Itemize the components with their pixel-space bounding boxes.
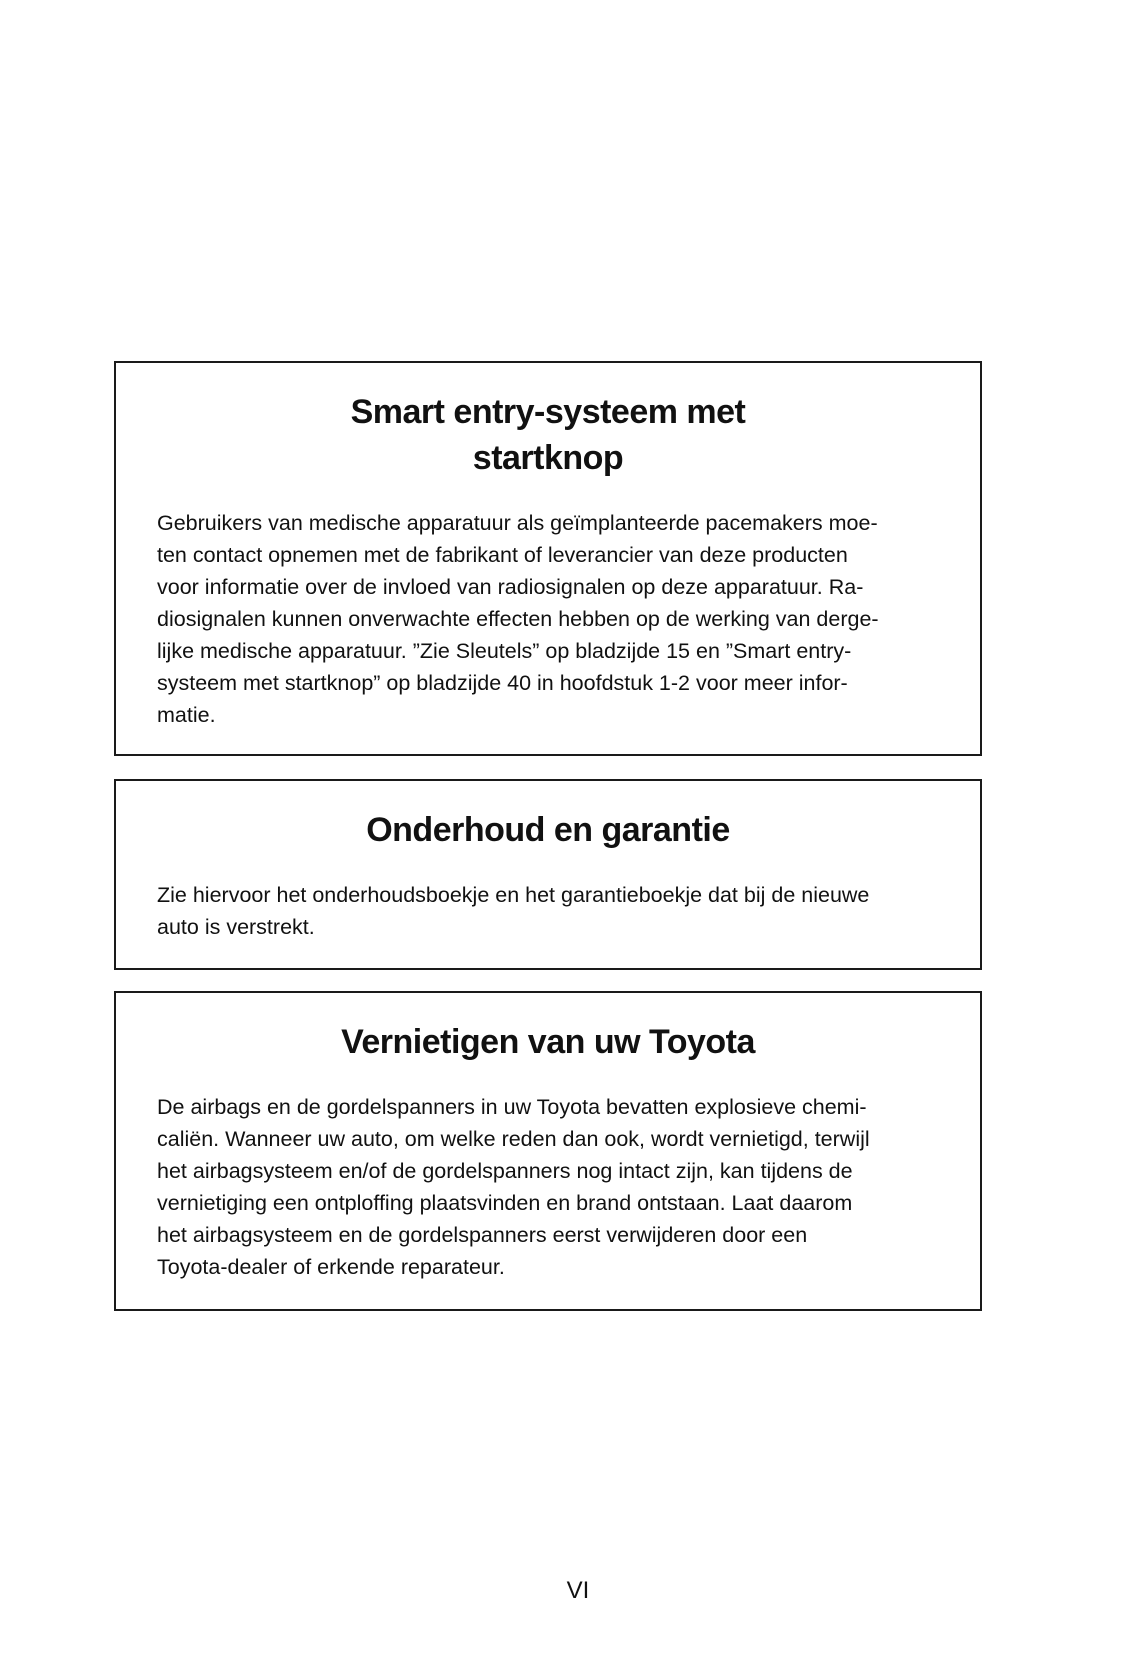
body-line: lijke medische apparatuur. ”Zie Sleutels” op bladzijde 15 en ”Smart entry- — [157, 639, 852, 663]
body-line: het airbagsysteem en de gordelspanners eerst verwijderen door een — [157, 1223, 808, 1247]
section-body — [116, 879, 980, 943]
body-line: caliën. Wanneer uw auto, om welke reden dan ook, wordt vernietigd, terwijl — [157, 1127, 870, 1151]
body-line: systeem met startknop” op bladzijde 40 in hoofdstuk 1-2 voor meer infor- — [157, 671, 848, 695]
title-line: startknop — [472, 439, 624, 477]
section-title — [116, 389, 980, 481]
section-onderhoud-garantie — [114, 779, 982, 970]
section-title — [116, 807, 980, 853]
body-line: matie. — [157, 703, 216, 727]
section-title — [116, 1019, 980, 1065]
body-line: Gebruikers van medische apparatuur als geïmplanteerde pacemakers moe- — [157, 511, 878, 535]
body-line: De airbags en de gordelspanners in uw Toyota bevatten explosieve chemi- — [157, 1095, 867, 1119]
body-line: vernietiging een ontploffing plaatsvinden en brand ontstaan. Laat daarom — [157, 1191, 853, 1215]
body-line: voor informatie over de invloed van radiosignalen op deze apparatuur. Ra- — [157, 575, 864, 599]
body-line: auto is verstrekt. — [157, 915, 315, 939]
body-line: ten contact opnemen met de fabrikant of leverancier van deze producten — [157, 543, 848, 567]
title-line: Vernietigen van uw Toyota — [341, 1023, 755, 1061]
body-line: diosignalen kunnen onverwachte effecten hebben op de werking van derge- — [157, 607, 879, 631]
section-vernietigen-toyota — [114, 991, 982, 1311]
body-line: Toyota-dealer of erkende reparateur. — [157, 1255, 505, 1279]
section-smart-entry — [114, 361, 982, 756]
body-line: het airbagsysteem en/of de gordelspanners nog intact zijn, kan tijdens de — [157, 1159, 853, 1183]
body-line: Zie hiervoor het onderhoudsboekje en het garantieboekje dat bij de nieuwe — [157, 883, 870, 907]
title-line: Onderhoud en garantie — [366, 811, 730, 849]
title-line: Smart entry-systeem met — [350, 393, 746, 431]
page-number: VI — [566, 1577, 590, 1604]
section-body — [116, 507, 980, 731]
section-body — [116, 1091, 980, 1283]
